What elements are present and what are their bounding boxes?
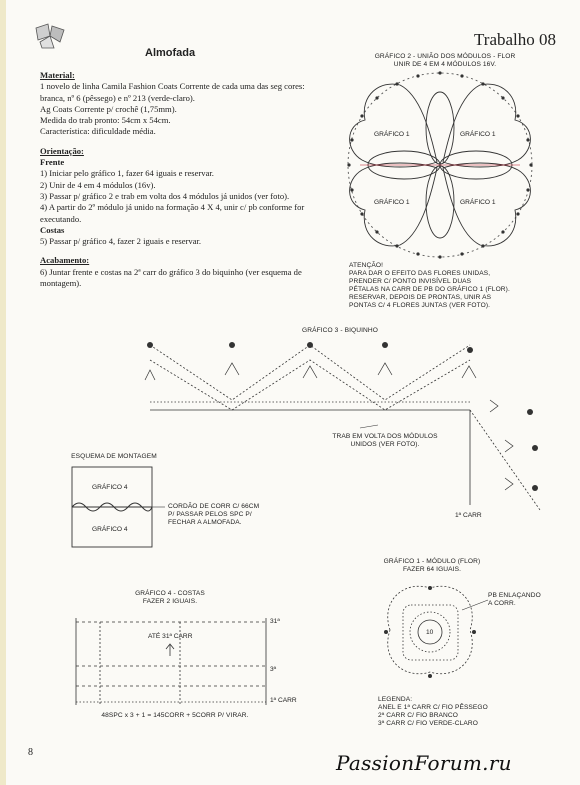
front-step: 2) Unir de 4 em 4 módulos (16v). [40,179,156,190]
front-heading: Frente [40,157,65,168]
assembly-bottom-label: GRÁFICO 4 [92,526,128,533]
graphic2-label: GRÁFICO 1 [374,199,410,206]
note-line: FECHAR A ALMOFADA. [168,519,242,526]
front-step: 3) Passar p/ gráfico 2 e trab em volta dos 4 módulos já unidos (ver foto). [40,190,290,201]
legend-line: ANEL E 1ª CARR C/ FIO PÊSSEGO [378,704,488,711]
graphic4-row-label: 31ª [270,618,280,625]
front-step: 1) Iniciar pelo gráfico 1, fazer 64 iguais e reservar. [40,168,214,179]
page-number: 8 [28,747,33,758]
graphic2-label: GRÁFICO 1 [460,131,496,138]
graphic2-subtitle: UNIR DE 4 EM 4 MÓDULOS 16V. [393,61,497,68]
graphic4-formula: 48SPC x 3 + 1 = 145CORR + 5CORR P/ VIRAR. [101,712,249,719]
note-line: PONTAS C/ 4 FLORES JUNTAS (VER FOTO). [349,302,491,309]
graphic4-arrow-label: ATÉ 31ª CARR [148,633,193,640]
graphic4-row-label: 1ª CARR [270,697,297,704]
legend-line: 2ª CARR C/ FIO BRANCO [378,712,459,719]
graphic1-title: GRÁFICO 1 - MÓDULO (FLOR) [383,558,481,565]
graphic3-row-label: 1ª CARR [455,512,482,519]
graphic1-center-label: 10 [426,629,434,636]
material-heading: Material: [40,70,75,80]
graphic1-callout [488,592,558,608]
graphic1-legend [378,696,528,728]
graphic2-label: GRÁFICO 1 [374,131,410,138]
note-line: CORDÃO DE CORR C/ 66CM [168,503,260,510]
graphic3-title: GRÁFICO 3 - BIQUINHO [301,327,378,334]
graphic2-label: GRÁFICO 1 [460,199,496,206]
assembly-top-label: GRÁFICO 4 [92,484,128,491]
back-step: 5) Passar p/ gráfico 4, fazer 2 iguais e reservar. [40,236,202,247]
graphic4-row-label: 3ª [270,666,277,673]
note-line: PARA DAR O EFEITO DAS FLORES UNIDAS, [349,270,491,277]
assembly-title: ESQUEMA DE MONTAGEM [71,453,157,460]
legend-line: 3ª CARR C/ FIO VERDE-CLARO [378,720,478,727]
material-line-2: Ag Coats Corrente p/ crochê (1,75mm). [40,103,177,114]
note-line: TRAB EM VOLTA DOS MÓDULOS [332,433,438,440]
graphic1-subtitle: FAZER 64 IGUAIS. [402,566,462,573]
work-title: Trabalho 08 [474,30,557,49]
callout-line: A CORR. [488,600,516,607]
material-line-1: 1 novelo de linha Camila Fashion Coats Corrente de cada uma das seg cores: branca, nº 6 (pêssego) e nº 213 (verde-claro). [40,81,305,103]
note-line: PRENDER C/ PONTO INVISÍVEL DUAS [349,278,472,285]
note-line: PÉTALAS NA CARR DE PB DO GRÁFICO 1 (FLOR). [349,286,510,293]
back-heading: Costas [40,224,65,235]
finish-step: 6) Juntar frente e costas na 2ª carr do gráfico 3 do biquinho (ver esquema de montagem). [40,266,302,289]
front-step: 4) A partir do 2º módulo já unido na formação 4 X 4, unir c/ pb conforme for executando. [40,202,305,224]
doc-title: Almofada [145,47,196,59]
legend-title: LEGENDA: [378,696,413,703]
graphic4-subtitle: FAZER 2 IGUAIS. [142,598,198,605]
callout-line: PB ENLAÇANDO [488,592,541,599]
feature-line: Característica: dificuldade média. [40,126,156,137]
finish-heading: Acabamento: [40,255,90,266]
note-line: RESERVAR, DEPOIS DE PRONTAS, UNIR AS [349,294,492,301]
note-line: UNIDOS (VER FOTO). [350,441,420,448]
watermark: PassionForum.ru [336,751,512,775]
graphic2-title: GRÁFICO 2 - UNIÃO DOS MÓDULOS - FLOR [374,53,516,60]
note-line: P/ PASSAR PELOS SPC P/ [168,511,252,518]
note-line: ATENÇÃO! [349,262,384,269]
orientation-heading: Orientação: [40,145,84,156]
measure-line: Medida do trab pronto: 54cm x 54cm. [40,115,171,126]
graphic4-title: GRÁFICO 4 - COSTAS [135,590,205,597]
